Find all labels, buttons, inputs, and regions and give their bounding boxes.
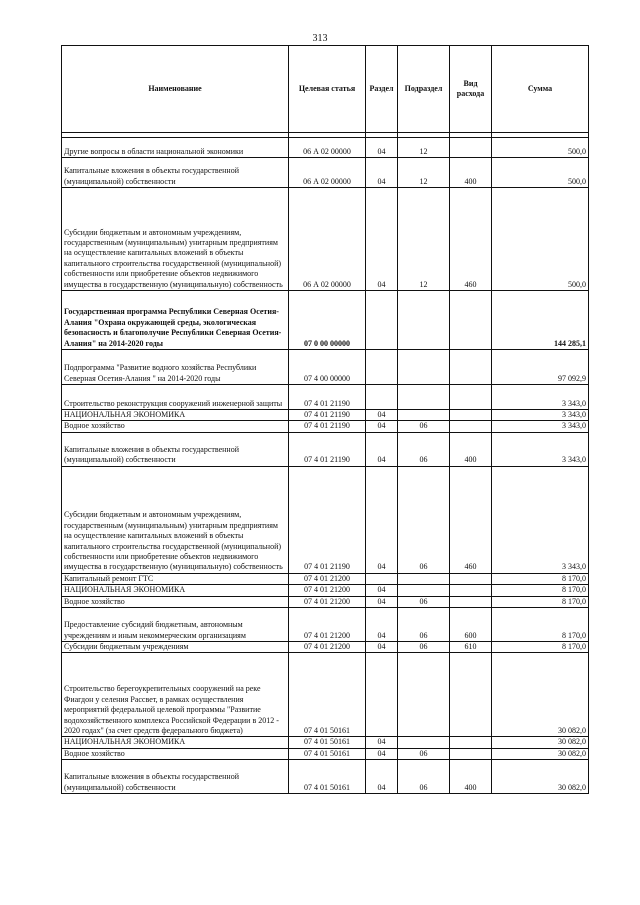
cell-subsection: 12 bbox=[398, 158, 450, 188]
cell-expense bbox=[450, 138, 492, 158]
cell-section: 04 bbox=[366, 642, 398, 653]
cell-code: 06 А 02 00000 bbox=[289, 188, 366, 291]
cell-subsection: 06 bbox=[398, 596, 450, 607]
cell-sum: 144 285,1 bbox=[492, 291, 589, 350]
cell-expense: 400 bbox=[450, 760, 492, 794]
cell-expense bbox=[450, 596, 492, 607]
cell-section: 04 bbox=[366, 596, 398, 607]
cell-sum: 3 343,0 bbox=[492, 466, 589, 573]
cell-section: 04 bbox=[366, 585, 398, 596]
cell-subsection bbox=[398, 350, 450, 385]
cell-expense bbox=[450, 653, 492, 737]
cell-subsection bbox=[398, 585, 450, 596]
header-row bbox=[62, 46, 589, 133]
cell-code: 07 4 01 21200 bbox=[289, 608, 366, 642]
table-row bbox=[62, 653, 589, 737]
table-row bbox=[62, 291, 589, 350]
cell-subsection: 06 bbox=[398, 760, 450, 794]
cell-sum: 30 082,0 bbox=[492, 760, 589, 794]
table-row bbox=[62, 608, 589, 642]
cell-name: НАЦИОНАЛЬНАЯ ЭКОНОМИКА bbox=[62, 585, 289, 596]
cell-code: 07 4 01 50161 bbox=[289, 653, 366, 737]
cell-expense bbox=[450, 291, 492, 350]
cell-subsection: 06 bbox=[398, 421, 450, 432]
cell-expense bbox=[450, 737, 492, 748]
table-row bbox=[62, 188, 589, 291]
cell-subsection bbox=[398, 385, 450, 410]
cell-section: 04 bbox=[366, 760, 398, 794]
cell-code: 06 А 02 00000 bbox=[289, 158, 366, 188]
table-row bbox=[62, 410, 589, 421]
cell-sum: 8 170,0 bbox=[492, 642, 589, 653]
cell-sum: 30 082,0 bbox=[492, 737, 589, 748]
cell-section: 04 bbox=[366, 138, 398, 158]
cell-name: Водное хозяйство bbox=[62, 421, 289, 432]
table-row bbox=[62, 760, 589, 794]
cell-code: 07 4 00 00000 bbox=[289, 350, 366, 385]
cell-expense: 400 bbox=[450, 432, 492, 466]
header-name: Наименование bbox=[62, 46, 289, 133]
cell-code: 07 4 01 21190 bbox=[289, 421, 366, 432]
cell-code: 07 4 01 21190 bbox=[289, 410, 366, 421]
cell-expense bbox=[450, 748, 492, 759]
header-expense: Вид расхода bbox=[450, 46, 492, 133]
cell-subsection bbox=[398, 737, 450, 748]
cell-section bbox=[366, 350, 398, 385]
cell-expense: 600 bbox=[450, 608, 492, 642]
cell-name: Капитальные вложения в объекты государственной (муниципальной) собственности bbox=[62, 432, 289, 466]
cell-sum: 3 343,0 bbox=[492, 432, 589, 466]
cell-name: Государственная программа Республики Северная Осетия-Алания "Охрана окружающей среды, экологическая безопасность и благополучие Республики Северная Осетия-Алания" на 2014-2020 годы bbox=[62, 291, 289, 350]
cell-subsection: 12 bbox=[398, 138, 450, 158]
cell-name: Капитальный ремонт ГТС bbox=[62, 573, 289, 584]
cell-sum: 8 170,0 bbox=[492, 585, 589, 596]
cell-section: 04 bbox=[366, 608, 398, 642]
cell-sum: 8 170,0 bbox=[492, 608, 589, 642]
cell-name: Водное хозяйство bbox=[62, 596, 289, 607]
cell-subsection bbox=[398, 410, 450, 421]
cell-expense bbox=[450, 421, 492, 432]
cell-expense: 460 bbox=[450, 466, 492, 573]
table-row bbox=[62, 158, 589, 188]
cell-section bbox=[366, 653, 398, 737]
cell-section: 04 bbox=[366, 432, 398, 466]
header-section: Раздел bbox=[366, 46, 398, 133]
header-sum: Сумма bbox=[492, 46, 589, 133]
cell-name: Подпрограмма "Развитие водного хозяйства Республики Северная Осетия-Алания " на 2014-2020 годы bbox=[62, 350, 289, 385]
cell-name: Капитальные вложения в объекты государственной (муниципальной) собственности bbox=[62, 158, 289, 188]
cell-subsection: 12 bbox=[398, 188, 450, 291]
cell-subsection: 06 bbox=[398, 608, 450, 642]
cell-code: 07 4 01 21190 bbox=[289, 432, 366, 466]
table-row bbox=[62, 642, 589, 653]
cell-section bbox=[366, 385, 398, 410]
cell-sum: 500,0 bbox=[492, 158, 589, 188]
cell-section: 04 bbox=[366, 421, 398, 432]
cell-section: 04 bbox=[366, 748, 398, 759]
cell-section: 04 bbox=[366, 158, 398, 188]
cell-subsection: 06 bbox=[398, 642, 450, 653]
cell-sum: 30 082,0 bbox=[492, 748, 589, 759]
cell-subsection: 06 bbox=[398, 466, 450, 573]
cell-sum: 8 170,0 bbox=[492, 573, 589, 584]
table-row bbox=[62, 350, 589, 385]
cell-name: Субсидии бюджетным и автономным учреждениям, государственным (муниципальным) унитарным предприятиям на осуществление капитальных вложений в объекты капитального строительства государственной (муниципальной) собственности или приобретение объектов недвижимого имущества в государственную (муниципальную) собственность bbox=[62, 466, 289, 573]
cell-expense bbox=[450, 350, 492, 385]
cell-section: 04 bbox=[366, 737, 398, 748]
cell-code: 06 А 02 00000 bbox=[289, 138, 366, 158]
cell-section: 04 bbox=[366, 410, 398, 421]
cell-expense bbox=[450, 385, 492, 410]
cell-code: 07 0 00 00000 bbox=[289, 291, 366, 350]
cell-name: НАЦИОНАЛЬНАЯ ЭКОНОМИКА bbox=[62, 737, 289, 748]
cell-name: Капитальные вложения в объекты государственной (муниципальной) собственности bbox=[62, 760, 289, 794]
cell-code: 07 4 01 50161 bbox=[289, 760, 366, 794]
page-number: 313 bbox=[312, 33, 328, 44]
cell-subsection bbox=[398, 653, 450, 737]
cell-sum: 8 170,0 bbox=[492, 596, 589, 607]
cell-name: Строительство реконструкция сооружений инженерной защиты bbox=[62, 385, 289, 410]
table-row bbox=[62, 585, 589, 596]
cell-subsection bbox=[398, 291, 450, 350]
cell-expense: 610 bbox=[450, 642, 492, 653]
cell-sum: 3 343,0 bbox=[492, 385, 589, 410]
cell-code: 07 4 01 21200 bbox=[289, 642, 366, 653]
cell-sum: 30 082,0 bbox=[492, 653, 589, 737]
cell-name: Предоставление субсидий бюджетным, автономным учреждениям и иным некоммерческим организациям bbox=[62, 608, 289, 642]
cell-section bbox=[366, 291, 398, 350]
cell-code: 07 4 01 21190 bbox=[289, 466, 366, 573]
cell-name: НАЦИОНАЛЬНАЯ ЭКОНОМИКА bbox=[62, 410, 289, 421]
cell-name: Субсидии бюджетным и автономным учреждениям, государственным (муниципальным) унитарным предприятиям на осуществление капитальных вложений в объекты капитального строительства государственной (муниципальной) собственности или приобретение объектов недвижимого имущества в государственную (муниципальную) собственность bbox=[62, 188, 289, 291]
table-body bbox=[62, 133, 589, 794]
cell-name: Строительство берегоукрепительных сооружений на реке Фиагдон у селения Рассвет, в рамках осуществления мероприятий федеральной целевой программы "Развитие водохозяйственного комплекса Российской Федерации в 2012 - 2020 годах" (за счет средств федерального бюджета) bbox=[62, 653, 289, 737]
cell-code: 07 4 01 21200 bbox=[289, 573, 366, 584]
cell-expense bbox=[450, 410, 492, 421]
cell-code: 07 4 01 21200 bbox=[289, 585, 366, 596]
table-row bbox=[62, 385, 589, 410]
cell-subsection bbox=[398, 573, 450, 584]
budget-table bbox=[61, 45, 589, 794]
table-row bbox=[62, 432, 589, 466]
cell-expense bbox=[450, 585, 492, 596]
cell-sum: 97 092,9 bbox=[492, 350, 589, 385]
table-row bbox=[62, 573, 589, 584]
cell-expense: 400 bbox=[450, 158, 492, 188]
cell-section: 04 bbox=[366, 466, 398, 573]
cell-sum: 500,0 bbox=[492, 138, 589, 158]
table-row bbox=[62, 596, 589, 607]
cell-subsection: 06 bbox=[398, 432, 450, 466]
cell-section bbox=[366, 573, 398, 584]
cell-code: 07 4 01 50161 bbox=[289, 748, 366, 759]
table-row bbox=[62, 748, 589, 759]
cell-name: Субсидии бюджетным учреждениям bbox=[62, 642, 289, 653]
cell-code: 07 4 01 50161 bbox=[289, 737, 366, 748]
cell-expense bbox=[450, 573, 492, 584]
cell-sum: 3 343,0 bbox=[492, 410, 589, 421]
header-subsection: Подраздел bbox=[398, 46, 450, 133]
cell-sum: 3 343,0 bbox=[492, 421, 589, 432]
cell-expense: 460 bbox=[450, 188, 492, 291]
cell-name: Другие вопросы в области национальной экономики bbox=[62, 138, 289, 158]
cell-code: 07 4 01 21200 bbox=[289, 596, 366, 607]
cell-code: 07 4 01 21190 bbox=[289, 385, 366, 410]
table-row bbox=[62, 138, 589, 158]
table-row bbox=[62, 421, 589, 432]
header-code: Целевая статья bbox=[289, 46, 366, 133]
table-row bbox=[62, 737, 589, 748]
cell-sum: 500,0 bbox=[492, 188, 589, 291]
table-row bbox=[62, 466, 589, 573]
cell-name: Водное хозяйство bbox=[62, 748, 289, 759]
cell-subsection: 06 bbox=[398, 748, 450, 759]
cell-section: 04 bbox=[366, 188, 398, 291]
